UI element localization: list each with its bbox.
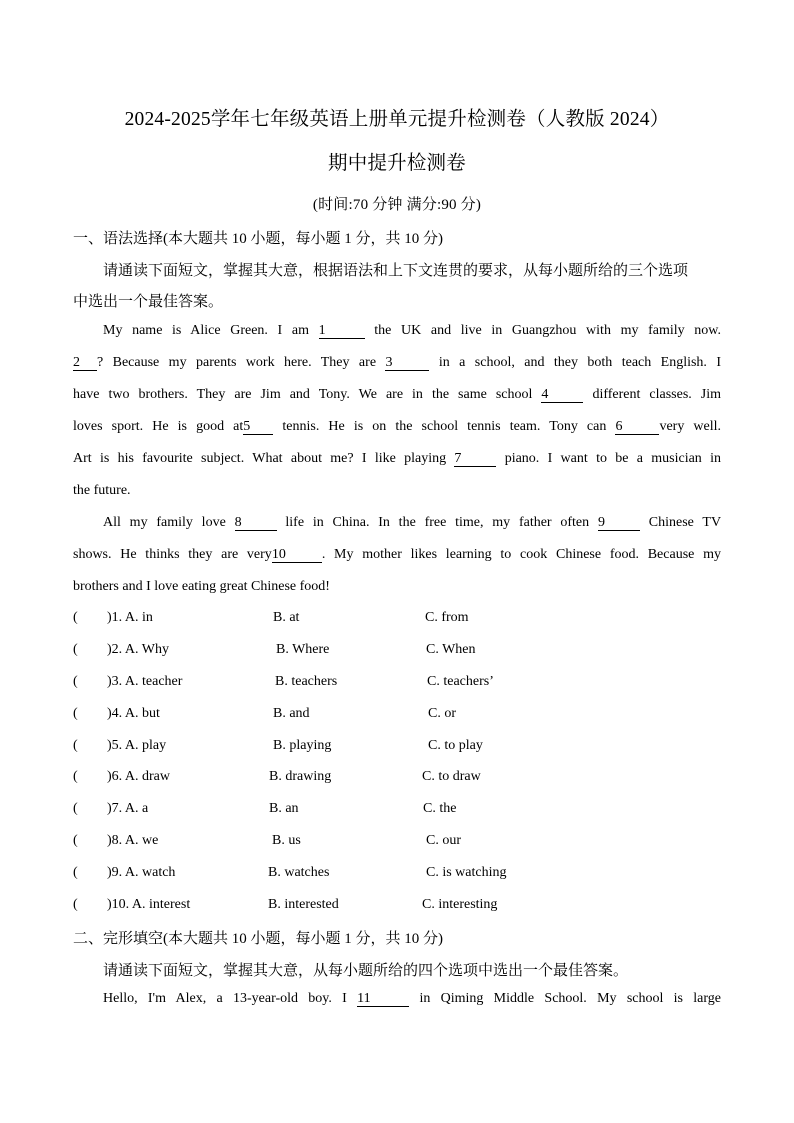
blank-5: 5 [243, 419, 273, 435]
blank-8: 8 [235, 515, 277, 531]
passage-line: All my family love 8 life in China. In the free time, my father often 9 Chinese TV [103, 515, 722, 530]
question-row: ( )2. A. Why B. Where C. When [73, 642, 476, 657]
section2-heading: 二、完形填空(本大题共 10 小题，每小题 1 分，共 10 分) [73, 931, 443, 947]
question-row: ( )9. A. watch B. watches C. is watching [73, 865, 507, 880]
section1-instruction-cont: 中选出一个最佳答案。 [73, 294, 224, 310]
blank-10: 10 [272, 547, 322, 563]
question-row: ( )6. A. draw B. drawing C. to draw [73, 769, 481, 784]
blank-3: 3 [385, 355, 429, 371]
time-info: (时间:70 分钟 满分:90 分) [312, 197, 482, 213]
section2-instruction: 请通读下面短文，掌握其大意，从每小题所给的四个选项中选出一个最佳答案。 [103, 963, 629, 979]
question-row: ( )7. A. a B. an C. the [73, 801, 457, 816]
blank-4: 4 [541, 387, 583, 403]
blank-1: 1 [319, 323, 365, 339]
section1-instruction: 请通读下面短文，掌握其大意，根据语法和上下文连贯的要求，从每小题所给的三个选项 [103, 263, 689, 279]
blank-9: 9 [598, 515, 640, 531]
exam-title: 2024-2025学年七年级英语上册单元提升检测卷（人教版 2024） [124, 109, 670, 130]
blank-2: 2 [73, 355, 97, 371]
question-row: ( )8. A. we B. us C. our [73, 833, 461, 848]
exam-subtitle: 期中提升检测卷 [328, 153, 466, 174]
passage-line: 2 ? Because my parents work here. They are 3 in a school, and they both teach English. I [73, 355, 722, 370]
question-row: ( )5. A. play B. playing C. to play [73, 738, 483, 753]
question-row: ( )4. A. but B. and C. or [73, 706, 456, 721]
passage-line: shows. He thinks they are very10 . My mother likes learning to cook Chinese food. Because my [73, 547, 721, 562]
question-row: ( )3. A. teacher B. teachers C. teachers’ [73, 674, 494, 689]
passage-line: brothers and I love eating great Chinese food! [73, 579, 330, 594]
blank-11: 11 [357, 991, 409, 1007]
passage-line: My name is Alice Green. I am 1 the UK and live in Guangzhou with my family now. [103, 323, 721, 338]
question-row: ( )1. A. in B. at C. from [73, 610, 469, 625]
blank-6: 6 [615, 419, 659, 435]
passage-line: have two brothers. They are Jim and Tony. We are in the same school 4 different classes. Jim [73, 387, 722, 402]
blank-7: 7 [454, 451, 496, 467]
passage-line: loves sport. He is good at5 tennis. He is on the school tennis team. Tony can 6 very well. [73, 419, 722, 434]
passage-line: the future. [73, 483, 131, 498]
question-row: ( )10. A. interest B. interested C. interesting [73, 897, 498, 912]
passage-line: Art is his favourite subject. What about me? I like playing 7 piano. I want to be a musician in [73, 451, 721, 466]
passage-line: Hello, I'm Alex, a 13-year-old boy. I 11 in Qiming Middle School. My school is large [103, 991, 722, 1006]
section1-heading: 一、语法选择(本大题共 10 小题，每小题 1 分，共 10 分) [73, 231, 443, 247]
